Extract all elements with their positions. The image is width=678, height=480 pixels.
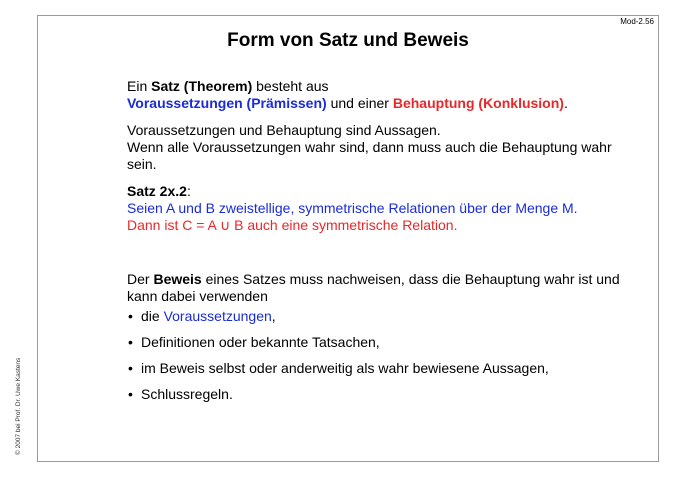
- text-span: Schlussregeln.: [141, 386, 233, 402]
- conclusion-term: Behauptung (Konklusion): [392, 95, 564, 111]
- premises-term: Voraussetzungen (Prämissen): [127, 95, 327, 111]
- text-line: Wenn alle Voraussetzungen wahr sind, dann muss auch die Behauptung wahr sein.: [127, 139, 612, 172]
- text-span: Definitionen oder bekannte Tatsachen,: [141, 334, 380, 350]
- slide-number: Mod-2.56: [620, 17, 654, 26]
- bullet-icon: •: [128, 334, 133, 350]
- text-span: die: [141, 308, 164, 324]
- theorem-example: [127, 183, 627, 234]
- list-item: [127, 334, 627, 351]
- bullet-icon: •: [128, 308, 133, 324]
- list-item: [127, 360, 627, 377]
- text-span: und einer: [326, 95, 393, 111]
- list-item: [127, 386, 627, 403]
- theorem-definition: [127, 78, 627, 112]
- text-line: Voraussetzungen und Behauptung sind Aussagen.: [127, 122, 441, 138]
- list-item: [127, 308, 627, 325]
- text-span: besteht aus: [252, 78, 329, 94]
- theorem-conclusion: Dann ist C = A ∪ B auch eine symmetrische Relation.: [127, 217, 458, 233]
- slide-content: [127, 78, 627, 412]
- copyright-notice: © 2007 bei Prof. Dr. Uwe Kastens: [15, 357, 22, 455]
- bullet-icon: •: [128, 386, 133, 402]
- premises-reference: Voraussetzungen: [163, 308, 272, 324]
- proof-paragraph: [127, 271, 627, 305]
- text-span: Der: [127, 271, 154, 287]
- text-span: im Beweis selbst oder anderweitig als wahr bewiesene Aussagen,: [141, 360, 549, 376]
- text-span: Ein: [127, 78, 152, 94]
- satz-term: Satz (Theorem): [151, 78, 253, 94]
- proof-resources-list: [127, 308, 627, 403]
- statement-paragraph: [127, 122, 627, 173]
- proof-term: Beweis: [153, 271, 202, 287]
- theorem-premise: Seien A und B zweistellige, symmetrische Relationen über der Menge M.: [127, 200, 578, 216]
- theorem-label: Satz 2x.2: [127, 183, 187, 199]
- page-title: Form von Satz und Beweis: [227, 30, 469, 51]
- text-span: :: [186, 183, 191, 199]
- text-span: eines Satzes muss nachweisen, dass die Behauptung wahr ist und kann dabei verwenden: [127, 271, 620, 304]
- text-span: ,: [271, 308, 276, 324]
- text-span: .: [563, 95, 568, 111]
- bullet-icon: •: [128, 360, 133, 376]
